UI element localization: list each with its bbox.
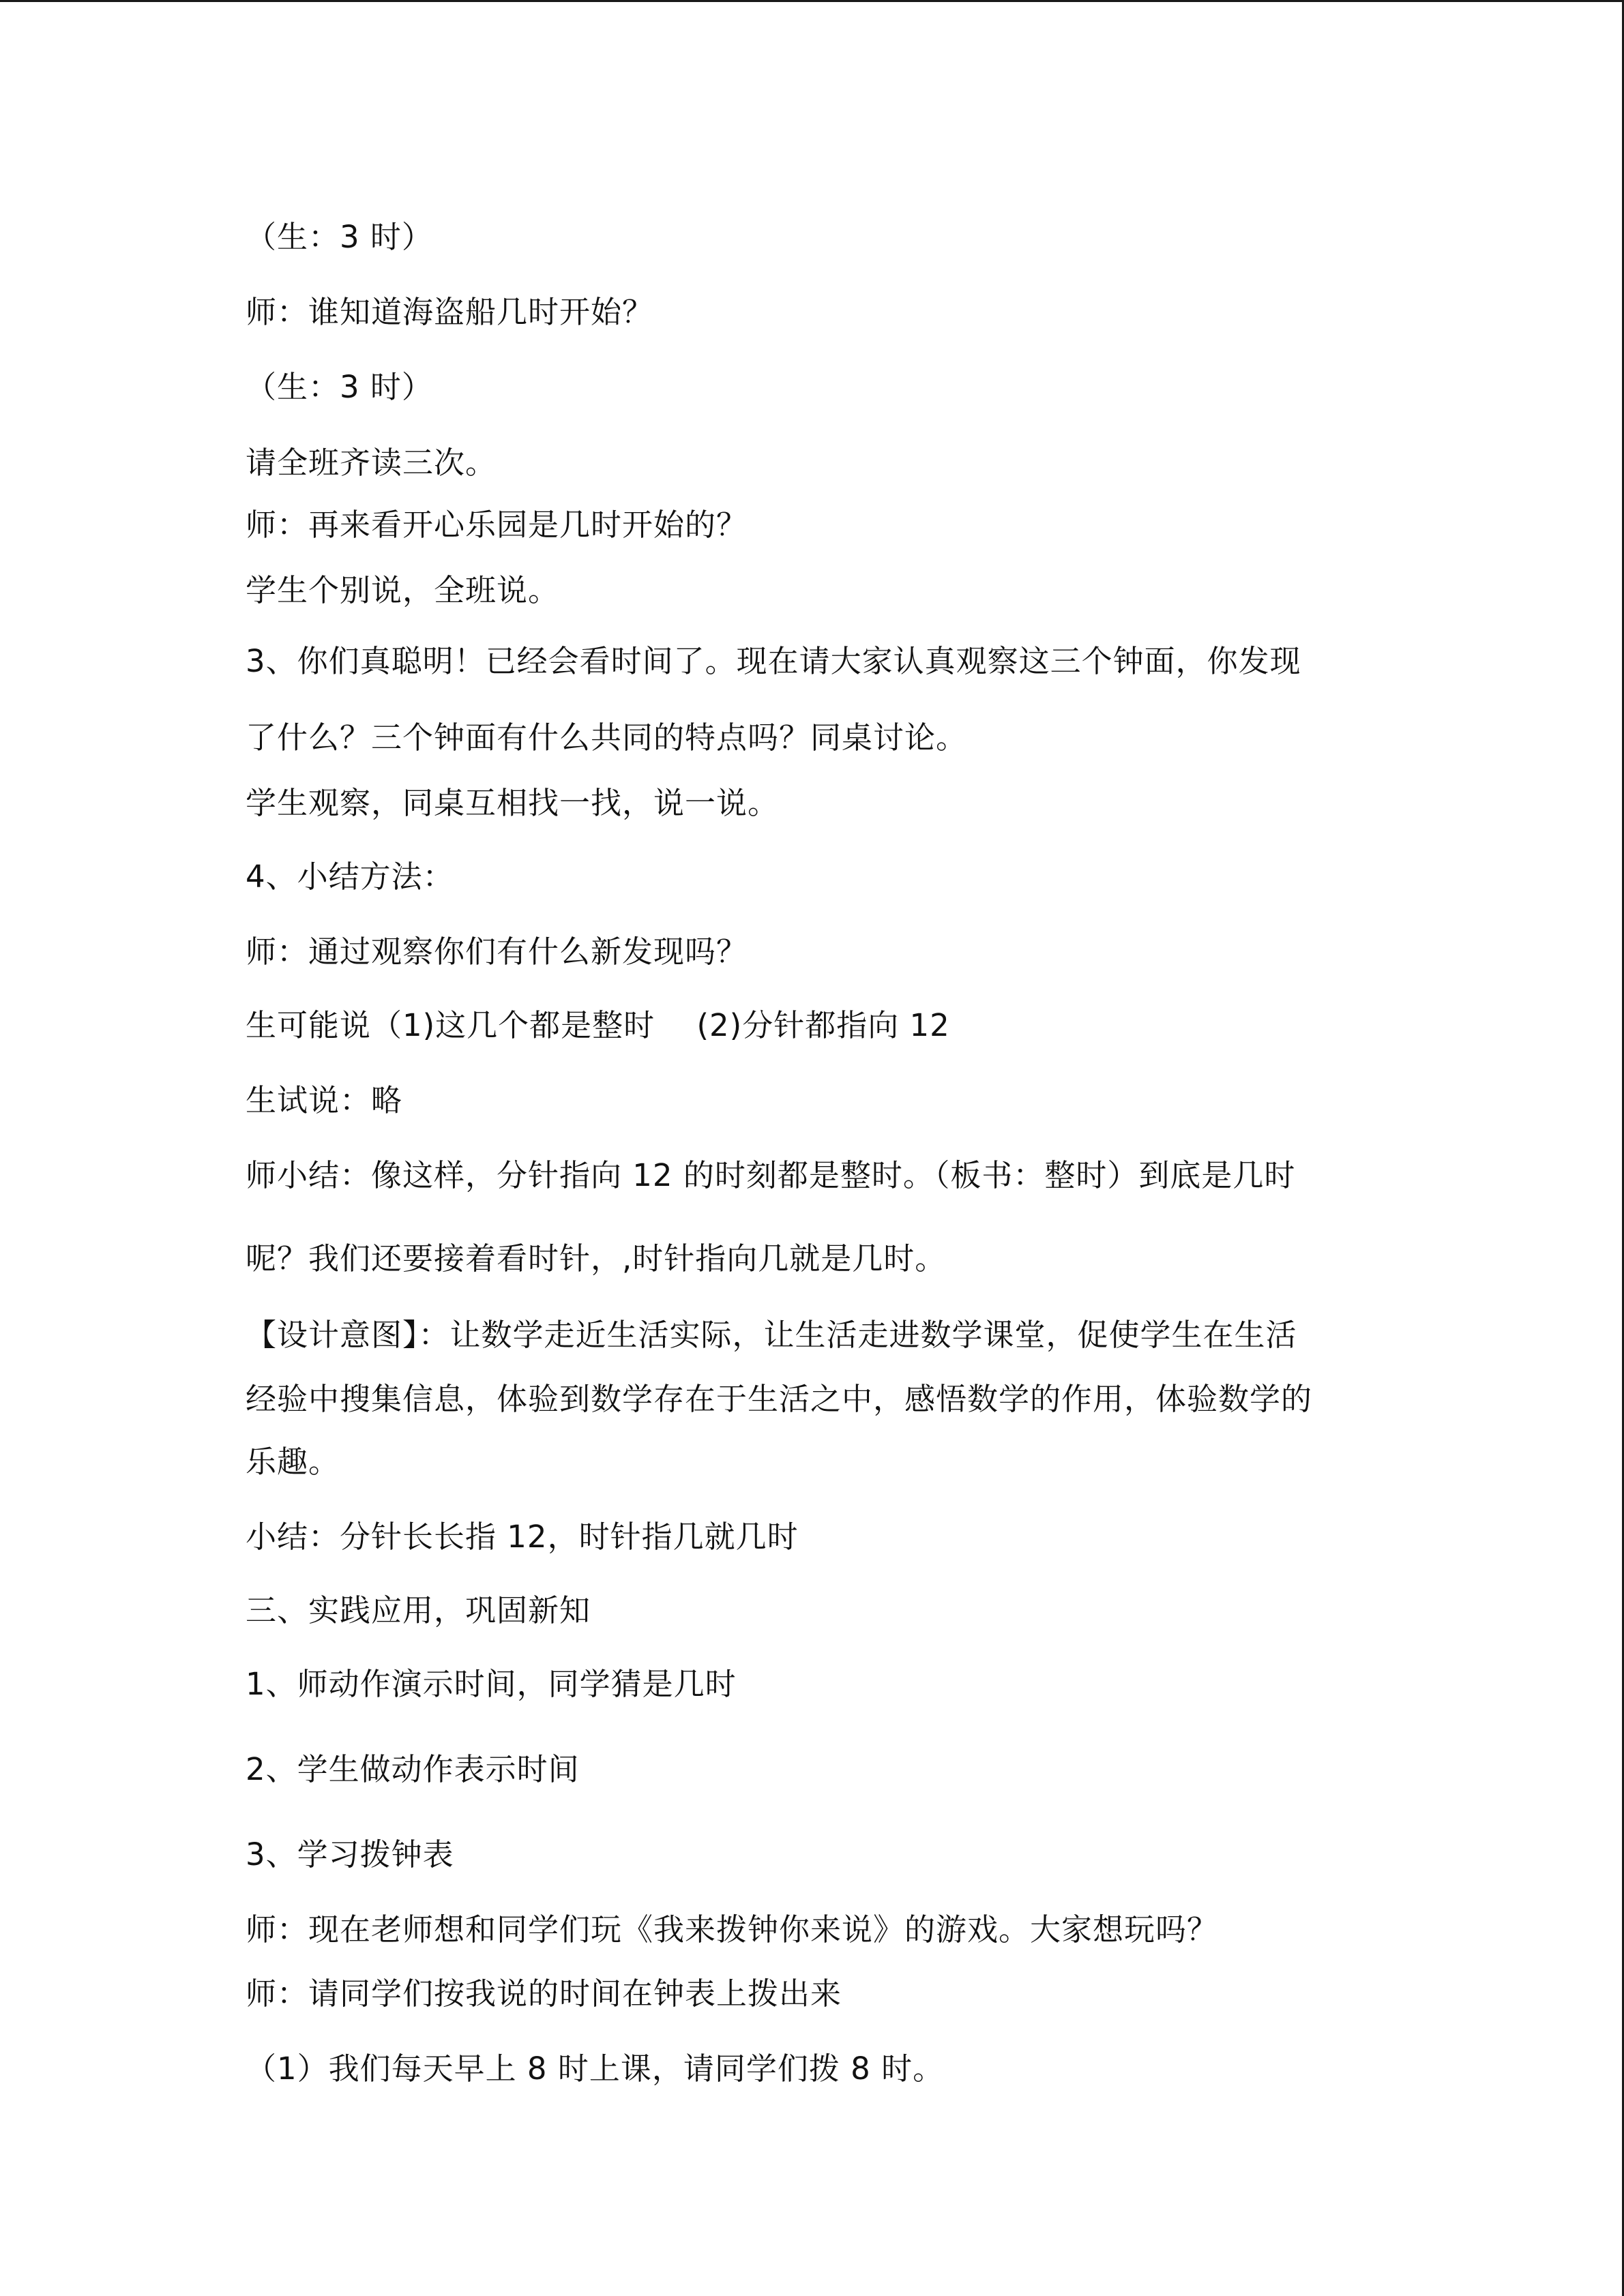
text-line: 4、小结方法： (246, 859, 454, 895)
text-line: 师小结：像这样，分针指向 12 的时刻都是整时。（板书：整时）到底是几时 (246, 1157, 1296, 1193)
text-line: 师：请同学们按我说的时间在钟表上拨出来 (246, 1976, 842, 2012)
text-line: 了什么？三个钟面有什么共同的特点吗？同桌讨论。 (246, 719, 968, 756)
text-line: （1）我们每天早上 8 时上课，请同学们拨 8 时。 (246, 2051, 945, 2087)
text-line: 呢？我们还要接着看时针，,时针指向几就是几时。 (246, 1240, 947, 1277)
text-line: 经验中搜集信息，体验到数学存在于生活之中，感悟数学的作用，体验数学的 (246, 1381, 1313, 1417)
text-line: 乐趣。 (246, 1444, 340, 1480)
text-line: 学生观察，同桌互相找一找，说一说。 (246, 785, 780, 821)
text-line: 3、你们真聪明！已经会看时间了。现在请大家认真观察这三个钟面，你发现 (246, 643, 1301, 679)
text-line: 小结：分针长长指 12，时针指几就几时 (246, 1519, 799, 1555)
text-line: 2、学生做动作表示时间 (246, 1751, 580, 1787)
page-border-top (0, 0, 1624, 2)
text-line: （生：3 时） (246, 219, 433, 255)
text-line: 师：再来看开心乐园是几时开始的？ (246, 507, 748, 543)
text-line: 请全班齐读三次。 (246, 445, 497, 481)
text-line: 3、学习拨钟表 (246, 1836, 454, 1873)
text-line: 师：通过观察你们有什么新发现吗？ (246, 934, 748, 970)
text-line: 生可能说（1)这几个都是整时 (2)分针都指向 12 (246, 1007, 950, 1043)
text-line: 师：谁知道海盗船几时开始？ (246, 294, 654, 330)
text-line: 生试说：略 (246, 1082, 403, 1118)
text-line: 三、实践应用，巩固新知 (246, 1592, 591, 1628)
text-line: 【设计意图】：让数学走近生活实际，让生活走进数学课堂，促使学生在生活 (246, 1317, 1297, 1353)
text-line: 师：现在老师想和同学们玩《我来拨钟你来说》的游戏。大家想玩吗？ (246, 1911, 1219, 1948)
text-line: （生：3 时） (246, 369, 433, 405)
text-line: 学生个别说，全班说。 (246, 572, 560, 608)
text-line: 1、师动作演示时间，同学猜是几时 (246, 1666, 737, 1702)
